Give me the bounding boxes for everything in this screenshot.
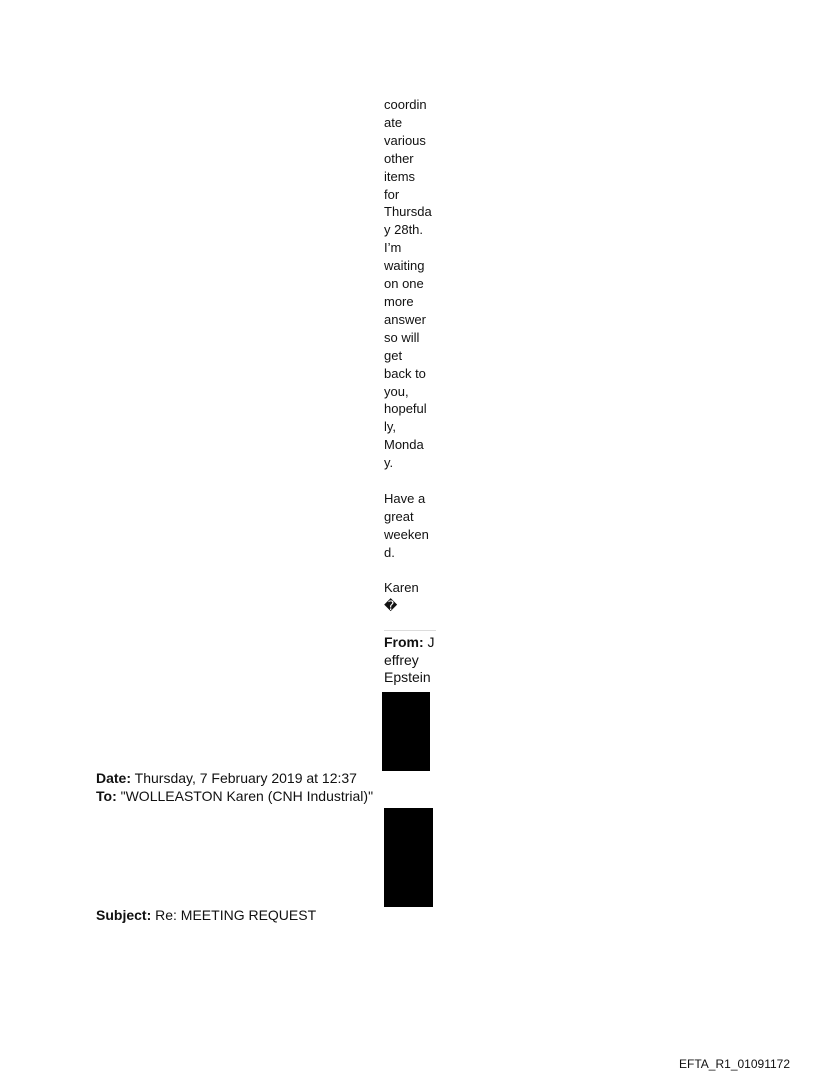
body-line: I’m [384,240,402,256]
body-line: on one [384,276,424,292]
body-line: other [384,150,414,166]
from-value-line: J [423,634,435,650]
replacement-char: � [384,598,398,614]
body-line: hopeful [384,401,427,417]
body-line: more [384,293,414,309]
paragraph-gap [384,562,440,580]
body-line: answer [384,311,426,327]
body-line: various [384,132,426,148]
body-line: items [384,168,416,184]
body-line: so will [384,329,420,345]
body-line: get [384,347,403,363]
date-field [96,770,357,787]
from-value-line: effrey [384,651,419,668]
from-value-line: Epstein [384,669,431,685]
email-body-column [384,96,440,615]
body-line: you, [384,383,409,399]
body-line: great [384,508,414,524]
body-line: d. [384,544,395,560]
signoff [384,579,440,615]
body-line: waiting [384,258,425,274]
paragraph-gap [384,472,440,490]
body-line: for [384,186,400,202]
body-line: y. [384,455,394,471]
date-label: Date: [96,770,132,786]
to-label: To: [96,788,117,804]
body-line: back to [384,365,426,381]
redaction-box [384,808,433,907]
to-value: "WOLLEASTON Karen (CNH Industrial)" [116,788,374,804]
subject-field [96,907,316,924]
from-label: From: [384,634,424,650]
body-line: Thursda [384,204,432,220]
quoted-separator [384,630,436,631]
body-line: weeken [384,526,429,542]
date-value: Thursday, 7 February 2019 at 12:37 [131,770,357,786]
body-line: ly, [384,419,397,435]
body-paragraph-1 [384,96,440,472]
subject-value: Re: MEETING REQUEST [151,907,317,923]
body-line: Monda [384,437,424,453]
body-line: Have a [384,490,426,506]
signoff-name: Karen [384,580,419,596]
body-line: coordin [384,97,427,112]
body-line: ate [384,114,403,130]
body-paragraph-2 [384,490,440,562]
from-field [384,634,440,687]
redaction-box [382,692,430,771]
subject-label: Subject: [96,907,152,923]
document-id: EFTA_R1_01091172 [679,1057,790,1071]
to-field [96,788,373,805]
body-line: y 28th. [384,222,424,238]
